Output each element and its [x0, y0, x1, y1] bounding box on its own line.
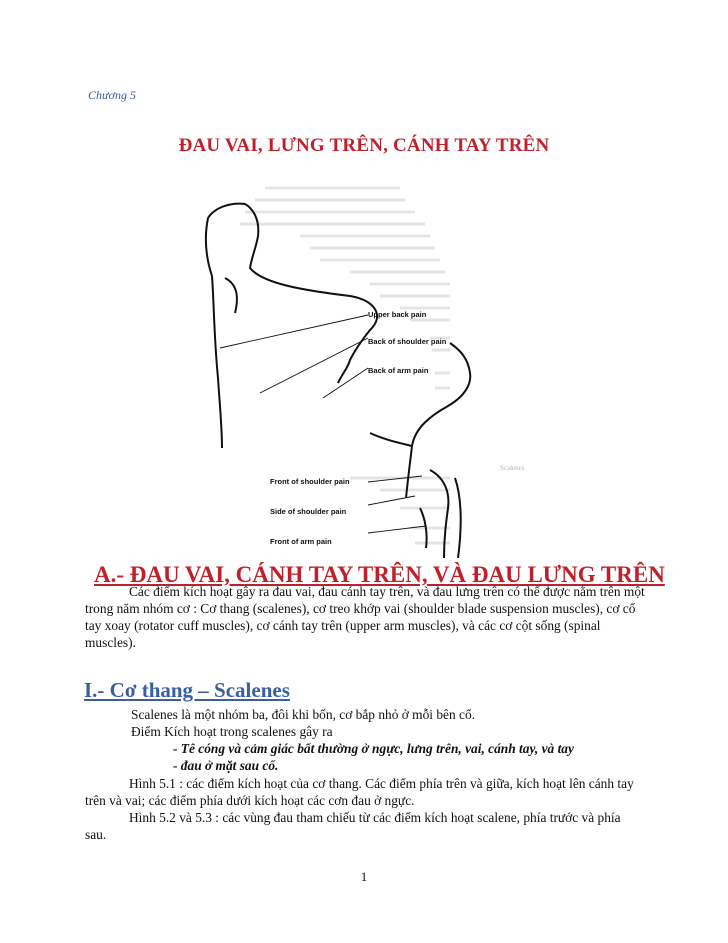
- trigger-points-intro: Điểm Kích hoạt trong scalenes gây ra: [131, 724, 333, 739]
- section-i-heading: I.- Cơ thang – Scalenes: [84, 678, 290, 702]
- section-a-heading: A.- ĐAU VAI, CÁNH TAY TRÊN, VÀ ĐAU LƯNG TRÊN: [94, 562, 665, 587]
- chapter-label: Chương 5: [88, 88, 136, 102]
- page-title: ĐAU VAI, LƯNG TRÊN, CÁNH TAY TRÊN: [178, 135, 550, 156]
- symptom-bullet-1: - Tê cóng và cảm giác bất thường ở ngực, lưng trên, vai, cánh tay, và tay: [173, 741, 574, 756]
- front-view-body-outline: [370, 343, 470, 558]
- symptom-bullet-2: - đau ở mặt sau cổ.: [173, 758, 279, 773]
- side-of-shoulder-pain-label: Side of shoulder pain: [270, 507, 347, 516]
- figure-5-2-caption: Hình 5.2 và 5.3 : các vùng đau tham chiếu từ các điểm kích hoạt scalene, phía trước và phía sau.: [85, 810, 621, 842]
- label-pointer-lines: [220, 315, 426, 533]
- front-of-arm-pain-label: Front of arm pain: [270, 537, 332, 546]
- back-view-body-outline: [206, 204, 377, 448]
- figure-background-heading: Scalenes: [500, 464, 525, 472]
- section-a-paragraph: Các điểm kích hoạt gây ra đau vai, đau cánh tay trên, và đau lưng trên có thể được nằm trên một trong năm nhóm cơ : Cơ thang (scalenes), cơ treo khớp vai (shoulder blade suspension muscles), cơ cổ tay xoay (rotator cuff muscles), cơ cánh tay trên (upper arm muscles), và các cơ cột sống (spinal muscles).: [85, 584, 645, 650]
- front-of-shoulder-pain-label: Front of shoulder pain: [270, 477, 350, 486]
- figure-5-1-caption: Hình 5.1 : các điểm kích hoạt của cơ thang. Các điểm phía trên và giữa, kích hoạt lên cánh tay trên và vai; các điểm phía dưới kích hoạt các cơn đau ở ngực.: [85, 776, 634, 808]
- shoulder-pain-figure: [200, 178, 550, 558]
- back-of-arm-pain-label: Back of arm pain: [368, 366, 429, 375]
- back-of-shoulder-pain-label: Back of shoulder pain: [368, 337, 447, 346]
- scalenes-definition: Scalenes là một nhóm ba, đôi khi bốn, cơ bắp nhỏ ở mỗi bên cổ.: [131, 707, 476, 722]
- page-number: 1: [360, 869, 368, 884]
- upper-back-pain-label: Upper back pain: [368, 310, 427, 319]
